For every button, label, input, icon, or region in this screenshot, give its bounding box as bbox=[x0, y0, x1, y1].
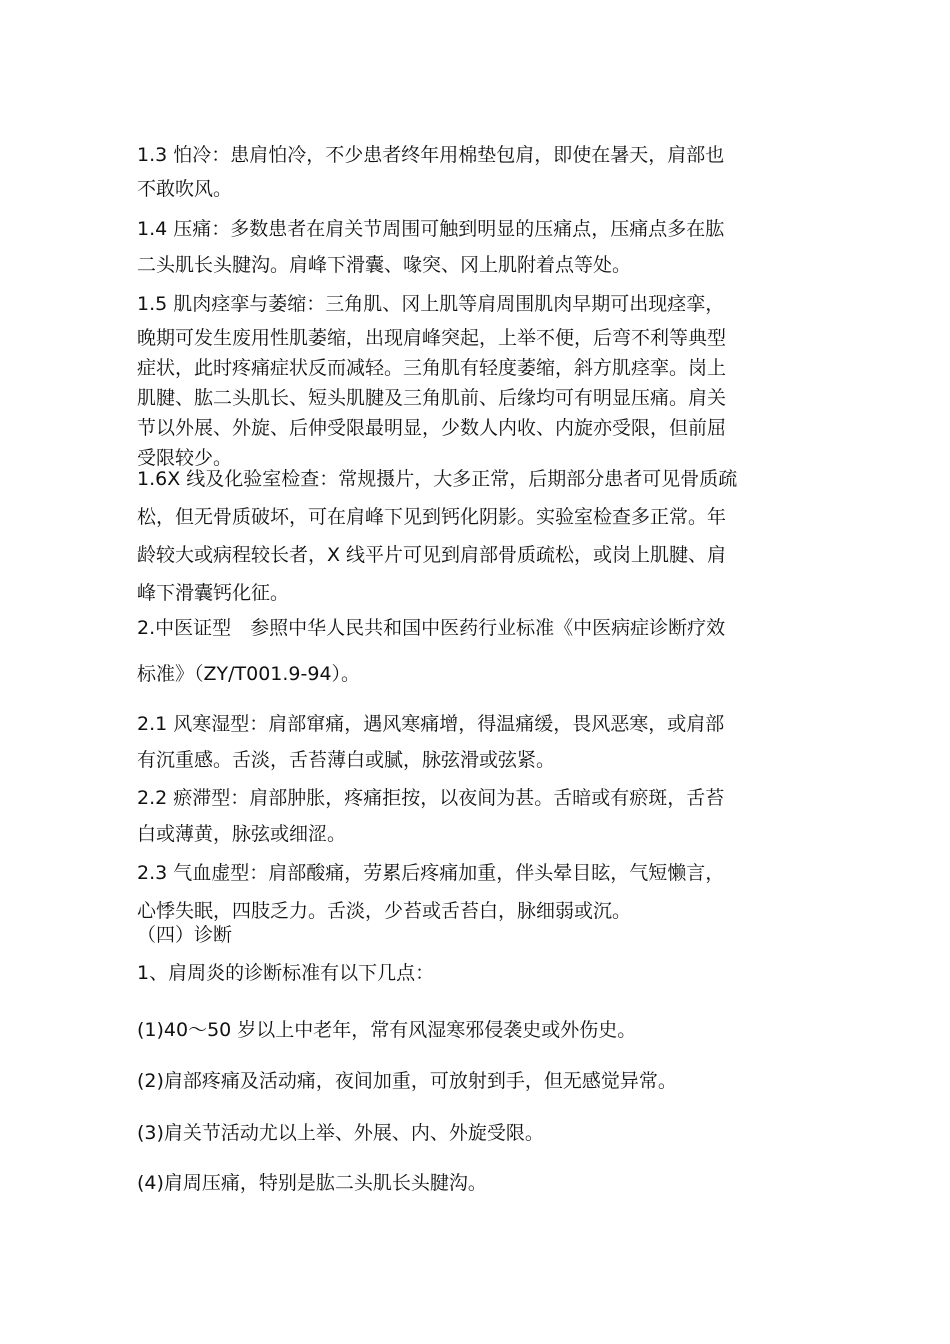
text-line: 白或薄黄，脉弦或细涩。 bbox=[137, 823, 347, 845]
text-line: 松，但无骨质破坏，可在肩峰下见到钙化阴影。实验室检查多正常。年 bbox=[137, 506, 727, 528]
text-line: 晚期可发生废用性肌萎缩，出现肩峰突起，上举不便，后弯不利等典型 bbox=[137, 327, 727, 349]
text-line: 1.3 怕冷：患肩怕冷，不少患者终年用棉垫包肩，即使在暑天，肩部也 bbox=[137, 144, 725, 166]
text-line: 2.1 风寒湿型：肩部窜痛，遇风寒痛增，得温痛缓，畏风恶寒，或肩部 bbox=[137, 713, 725, 735]
text-line: 节以外展、外旋、后伸受限最明显，少数人内收、内旋亦受限，但前屈 bbox=[137, 417, 727, 439]
text-line: 1.4 压痛：多数患者在肩关节周围可触到明显的压痛点，压痛点多在肱 bbox=[137, 218, 725, 240]
list-item-criterion-2 bbox=[137, 1063, 809, 1099]
list-item-criterion-1 bbox=[137, 1012, 809, 1048]
text-line: 1.6X 线及化验室检查：常规摄片，大多正常，后期部分患者可见骨质疏 bbox=[137, 468, 738, 490]
paragraph-diagnosis-intro bbox=[137, 955, 809, 991]
text-line: 峰下滑囊钙化征。 bbox=[137, 582, 290, 604]
list-item-criterion-4 bbox=[137, 1165, 809, 1201]
section-heading: （四）诊断 bbox=[137, 924, 233, 946]
text-line: 有沉重感。舌淡，舌苔薄白或腻，脉弦滑或弦紧。 bbox=[137, 749, 556, 771]
text-line: 龄较大或病程较长者，X 线平片可见到肩部骨质疏松，或岗上肌腱、肩 bbox=[137, 544, 727, 566]
paragraph-1-4-tenderness bbox=[137, 211, 809, 283]
paragraph-2-tcm-syndromes bbox=[137, 605, 809, 697]
text-line: 2.2 瘀滞型：肩部肿胀，疼痛拒按，以夜间为甚。舌暗或有瘀斑，舌苔 bbox=[137, 787, 725, 809]
text-line: 受限较少。 bbox=[137, 447, 233, 469]
text-line: 2.中医证型 参照中华人民共和国中医药行业标准《中医病症诊断疗效 bbox=[137, 617, 726, 639]
text-line: 肌腱、肱二头肌长、短头肌腱及三角肌前、后缘均可有明显压痛。肩关 bbox=[137, 387, 727, 409]
text-line: 2.3 气血虚型：肩部酸痛，劳累后疼痛加重，伴头晕目眩，气短懒言， bbox=[137, 862, 725, 884]
section-heading-diagnosis bbox=[137, 920, 809, 950]
text-line: 不敢吹风。 bbox=[137, 178, 233, 200]
paragraph-1-6-xray-lab bbox=[137, 460, 809, 612]
text-line: 1、肩周炎的诊断标准有以下几点： bbox=[137, 962, 435, 984]
paragraph-2-3-qi-blood-deficiency bbox=[137, 854, 809, 930]
text-line: 标准》（ZY/T001.9-94）。 bbox=[137, 663, 361, 685]
text-line: (1)40～50 岁以上中老年，常有风湿寒邪侵袭史或外伤史。 bbox=[137, 1019, 637, 1041]
text-line: (2)肩部疼痛及活动痛，夜间加重，可放射到手，但无感觉异常。 bbox=[137, 1070, 677, 1092]
paragraph-2-1-wind-cold-damp bbox=[137, 706, 809, 778]
paragraph-1-5-muscle-spasm-atrophy bbox=[137, 285, 809, 473]
text-line: 症状，此时疼痛症状反而减轻。三角肌有轻度萎缩，斜方肌痉挛。岗上 bbox=[137, 357, 727, 379]
text-line: (4)肩周压痛，特别是肱二头肌长头腱沟。 bbox=[137, 1172, 487, 1194]
text-line: 1.5 肌肉痉挛与萎缩：三角肌、冈上肌等肩周围肌肉早期可出现痉挛， bbox=[137, 293, 725, 315]
paragraph-2-2-stasis bbox=[137, 780, 809, 852]
list-item-criterion-3 bbox=[137, 1115, 809, 1151]
text-line: (3)肩关节活动尤以上举、外展、内、外旋受限。 bbox=[137, 1122, 544, 1144]
text-line: 二头肌长头腱沟。肩峰下滑囊、喙突、冈上肌附着点等处。 bbox=[137, 254, 632, 276]
text-line: 心悸失眠，四肢乏力。舌淡，少苔或舌苔白，脉细弱或沉。 bbox=[137, 900, 632, 922]
paragraph-1-3-fear-of-cold bbox=[137, 138, 809, 206]
